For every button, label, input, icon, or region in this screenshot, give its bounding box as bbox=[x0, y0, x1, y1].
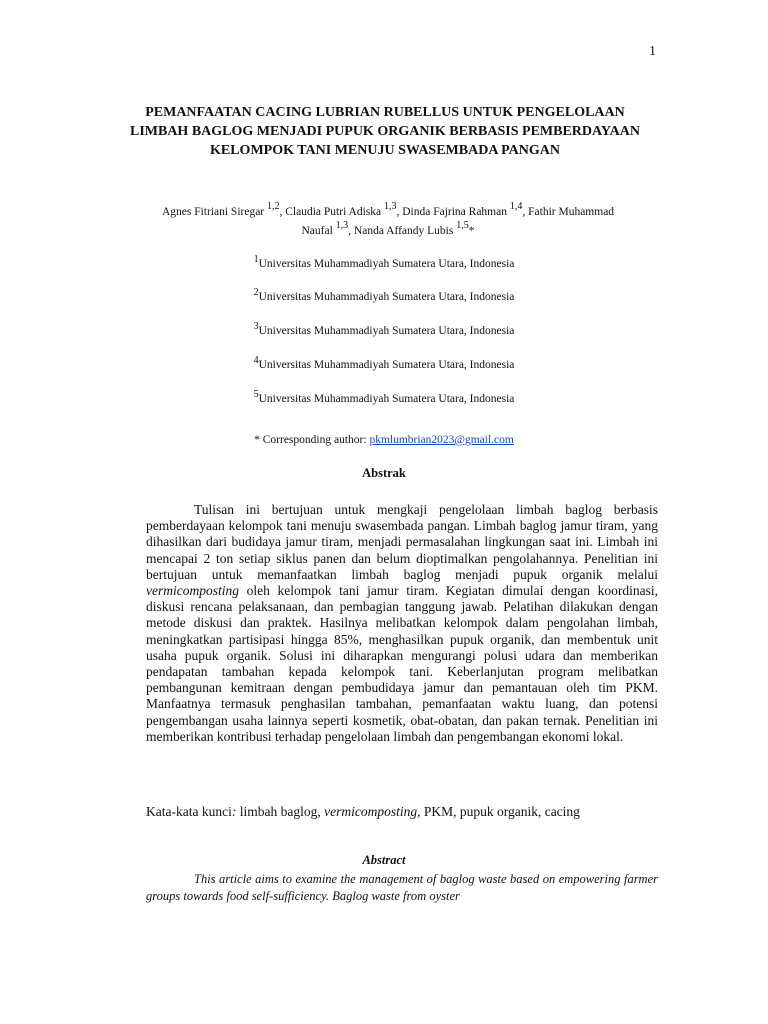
affiliation-number: 5 bbox=[253, 389, 259, 400]
author-affiliation-mark: 1,5 bbox=[456, 220, 469, 231]
affiliation-text: Universitas Muhammadiyah Sumatera Utara, Indonesia bbox=[258, 359, 515, 371]
author-name: Nanda Affandy Lubis bbox=[353, 225, 457, 237]
keywords-colon: : bbox=[231, 804, 237, 819]
keywords-label: Kata-kata kunci bbox=[146, 804, 232, 819]
affiliation-4 bbox=[0, 355, 768, 371]
author-name: Agnes Fitriani Siregar bbox=[161, 206, 268, 218]
author-affiliation-mark: 1,3 bbox=[335, 220, 349, 231]
affiliation-text: Universitas Muhammadiyah Sumatera Utara, Indonesia bbox=[258, 393, 515, 405]
author-separator: , bbox=[396, 206, 403, 218]
affiliation-number: 3 bbox=[253, 321, 259, 332]
author-name: Dinda Fajrina Rahman bbox=[402, 206, 510, 218]
affiliation-text: Universitas Muhammadiyah Sumatera Utara, Indonesia bbox=[258, 258, 515, 270]
keywords-italic-term: vermicomposting bbox=[324, 804, 418, 819]
abstract-body: This article aims to examine the management of baglog waste based on empowering farmer groups towards food self-sufficiency. Baglog waste from oyster bbox=[146, 872, 658, 903]
author-affiliation-mark: 1,2 bbox=[267, 201, 280, 212]
page-number: 1 bbox=[649, 44, 656, 59]
keywords-text: limbah baglog, bbox=[236, 804, 325, 819]
abstract-heading: Abstract bbox=[362, 853, 406, 867]
author-separator: , bbox=[348, 225, 354, 237]
paper-title: PEMANFAATAN CACING LUBRIAN RUBELLUS UNTUK PENGELOLAAN LIMBAH BAGLOG MENJADI PUPUK ORGANIK BERBASIS PEMBERDAYAAN KELOMPOK TANI MENUJU SWASEMBADA PANGAN bbox=[129, 105, 641, 158]
abstrak-italic-term: vermicomposting bbox=[146, 583, 239, 599]
author-separator: , bbox=[279, 206, 286, 218]
affiliation-3 bbox=[0, 321, 768, 337]
author-name: Fathir Muhammad Naufal bbox=[301, 206, 615, 237]
affiliation-2 bbox=[0, 287, 768, 303]
affiliation-number: 1 bbox=[253, 254, 259, 265]
affiliation-text: Universitas Muhammadiyah Sumatera Utara, Indonesia bbox=[258, 325, 515, 337]
affiliation-number: 2 bbox=[253, 287, 259, 298]
keywords-text: , PKM, pupuk organik, cacing bbox=[417, 804, 580, 819]
author-affiliation-mark: 1,4 bbox=[509, 201, 523, 212]
abstrak-heading: Abstrak bbox=[362, 466, 406, 480]
author-list bbox=[150, 203, 626, 241]
author-separator: , bbox=[522, 206, 529, 218]
corresponding-author bbox=[0, 434, 768, 446]
corresponding-label: * Corresponding author: bbox=[254, 434, 370, 446]
abstrak-body bbox=[146, 502, 658, 745]
affiliation-5 bbox=[0, 389, 768, 405]
affiliation-number: 4 bbox=[253, 355, 259, 366]
affiliation-1 bbox=[0, 254, 768, 270]
keywords-line bbox=[146, 804, 658, 820]
author-name: Claudia Putri Adiska bbox=[285, 206, 384, 218]
abstrak-text: oleh kelompok tani jamur tiram. Kegiatan dimulai dengan koordinasi, diskusi rencana pelaksanaan, dan pembagian tanggung jawab. Pelatihan dilakukan dengan metode diskusi dan praktek. Hasilnya melibatkan kelompok dalam pengolahan limbah, meningkatkan partisipasi hingga 85%, menghasilkan pupuk organik, dan membentuk unit usaha pupuk organik. Solusi ini diharapkan mengurangi polusi udara dan memberikan pendapatan tambahan kepada kelompok tani. Keberlanjutan program melibatkan pembangunan kemitraan dengan pembudidaya jamur dan pemantauan oleh tim PKM. Manfaatnya termasuk penghasilan tambahan, pemanfaatan waktu luang, dan potensi pengembangan usaha lainnya seperti kosmetik, obat-obatan, dan pakan ternak. Penelitian ini memberikan kontribusi terhadap pengelolaan limbah dan pengembangan ekonomi lokal. bbox=[146, 583, 658, 744]
corresponding-email-link[interactable]: pkmlumbrian2023@gmail.com bbox=[369, 434, 514, 446]
author-affiliation-mark: 1,3 bbox=[383, 201, 397, 212]
abstrak-text: Tulisan ini bertujuan untuk mengkaji pengelolaan limbah baglog berbasis pemberdayaan kelompok tani menuju swasembada pangan. Limbah baglog jamur tiram, yang dihasilkan dari budidaya jamur tiram, menjadi permasalahan lingkungan saat ini. Limbah ini mencapai 2 ton setiap siklus panen dan belum dioptimalkan pengolahannya. Penelitian ini bertujuan untuk memanfaatkan limbah baglog menjadi pupuk organik melalui bbox=[146, 502, 658, 582]
corresponding-mark: * bbox=[468, 225, 475, 237]
affiliation-text: Universitas Muhammadiyah Sumatera Utara, Indonesia bbox=[258, 291, 515, 303]
